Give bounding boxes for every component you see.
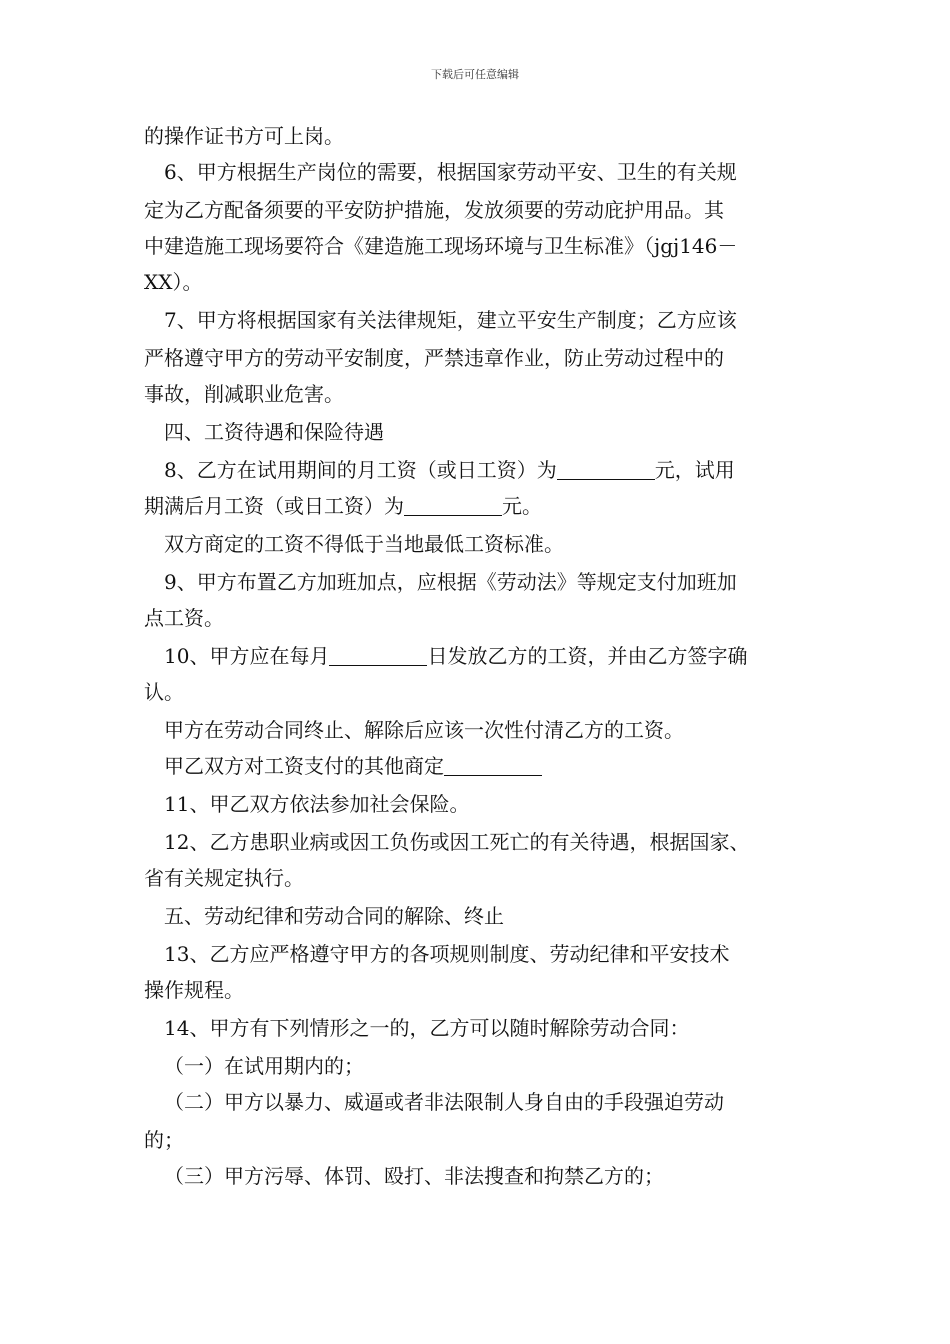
line-text: 双方商定的工资不得低于当地最低工资标准。: [164, 532, 564, 556]
line-text: 认。: [144, 680, 184, 704]
paragraph-line: [164, 1158, 664, 1195]
paragraph-line: [144, 674, 184, 711]
line-text: （三）甲方污辱、体罚、殴打、非法搜查和拘禁乙方的；: [164, 1164, 664, 1188]
paragraph-line: [144, 340, 724, 377]
paragraph-line: [164, 1048, 364, 1085]
paragraph-line: [164, 414, 384, 451]
fill-in-blank: [557, 459, 655, 480]
paragraph-line: [164, 452, 735, 489]
line-text: 省有关规定执行。: [144, 866, 304, 890]
line-text: 五、劳动纪律和劳动合同的解除、终止: [164, 904, 504, 928]
paragraph-line: [164, 824, 749, 861]
line-text: 四、工资待遇和保险待遇: [164, 420, 384, 444]
line-text: 事故，削减职业危害。: [144, 382, 344, 406]
fill-in-blank: [329, 645, 427, 666]
line-text: 元。: [502, 494, 542, 518]
paragraph-line: [164, 302, 737, 339]
paragraph-line: [144, 860, 304, 897]
line-text: 9、甲方布置乙方加班加点，应根据《劳动法》等规定支付加班加: [164, 570, 737, 594]
line-text: 12、乙方患职业病或因工负伤或因工死亡的有关待遇，根据国家、: [164, 830, 750, 854]
paragraph-line: [164, 748, 542, 785]
line-text: XX）。: [144, 270, 203, 294]
paragraph-line: [164, 154, 737, 191]
fill-in-blank: [404, 495, 502, 516]
line-text: 期满后月工资（或日工资）为: [144, 494, 404, 518]
paragraph-line: [164, 1084, 724, 1121]
paragraph-line: [144, 600, 224, 637]
paragraph-line: [144, 972, 244, 1009]
line-text: （一）在试用期内的；: [164, 1054, 364, 1078]
line-text: 的操作证书方可上岗。: [144, 124, 344, 148]
paragraph-line: [164, 898, 504, 935]
line-text: （二）甲方以暴力、威逼或者非法限制人身自由的手段强迫劳动: [164, 1090, 724, 1114]
paragraph-line: [144, 488, 542, 525]
paragraph-line: [144, 228, 737, 265]
line-text: 甲方在劳动合同终止、解除后应该一次性付清乙方的工资。: [164, 718, 684, 742]
line-text: 元，试用: [654, 458, 735, 482]
page-header: 下载后可任意编辑: [431, 68, 519, 81]
paragraph-line: [144, 264, 202, 301]
paragraph-line: [164, 712, 684, 749]
line-text: 10、甲方应在每月: [164, 644, 330, 668]
line-text: 13、乙方应严格遵守甲方的各项规则制度、劳动纪律和平安技术: [164, 942, 730, 966]
line-text: 6、甲方根据生产岗位的需要，根据国家劳动平安、卫生的有关规: [164, 160, 737, 184]
line-text: 8、乙方在试用期间的月工资（或日工资）为: [164, 458, 557, 482]
fill-in-blank: [444, 755, 542, 776]
line-text: 操作规程。: [144, 978, 244, 1002]
paragraph-line: [164, 936, 729, 973]
paragraph-line: [144, 376, 344, 413]
paragraph-line: [144, 1122, 184, 1159]
line-text: 严格遵守甲方的劳动平安制度，严禁违章作业，防止劳动过程中的: [144, 346, 724, 370]
line-text: 定为乙方配备须要的平安防护措施，发放须要的劳动庇护用品。其: [144, 198, 724, 222]
line-text: 中建造施工现场要符合《建造施工现场环境与卫生标准》（jgj146－: [144, 234, 738, 258]
paragraph-line: [164, 564, 737, 601]
paragraph-line: [164, 786, 469, 823]
line-text: 甲乙双方对工资支付的其他商定: [164, 754, 444, 778]
line-text: 的；: [144, 1128, 184, 1152]
paragraph-line: [164, 638, 747, 675]
line-text: 点工资。: [144, 606, 224, 630]
paragraph-line: [164, 526, 564, 563]
line-text: 11、甲乙双方依法参加社会保险。: [164, 792, 470, 816]
paragraph-line: [144, 192, 724, 229]
line-text: 日发放乙方的工资，并由乙方签字确: [427, 644, 748, 668]
paragraph-line: [144, 118, 344, 155]
line-text: 14、甲方有下列情形之一的，乙方可以随时解除劳动合同：: [164, 1016, 690, 1040]
paragraph-line: [164, 1010, 689, 1047]
line-text: 7、甲方将根据国家有关法律规矩，建立平安生产制度；乙方应该: [164, 308, 737, 332]
